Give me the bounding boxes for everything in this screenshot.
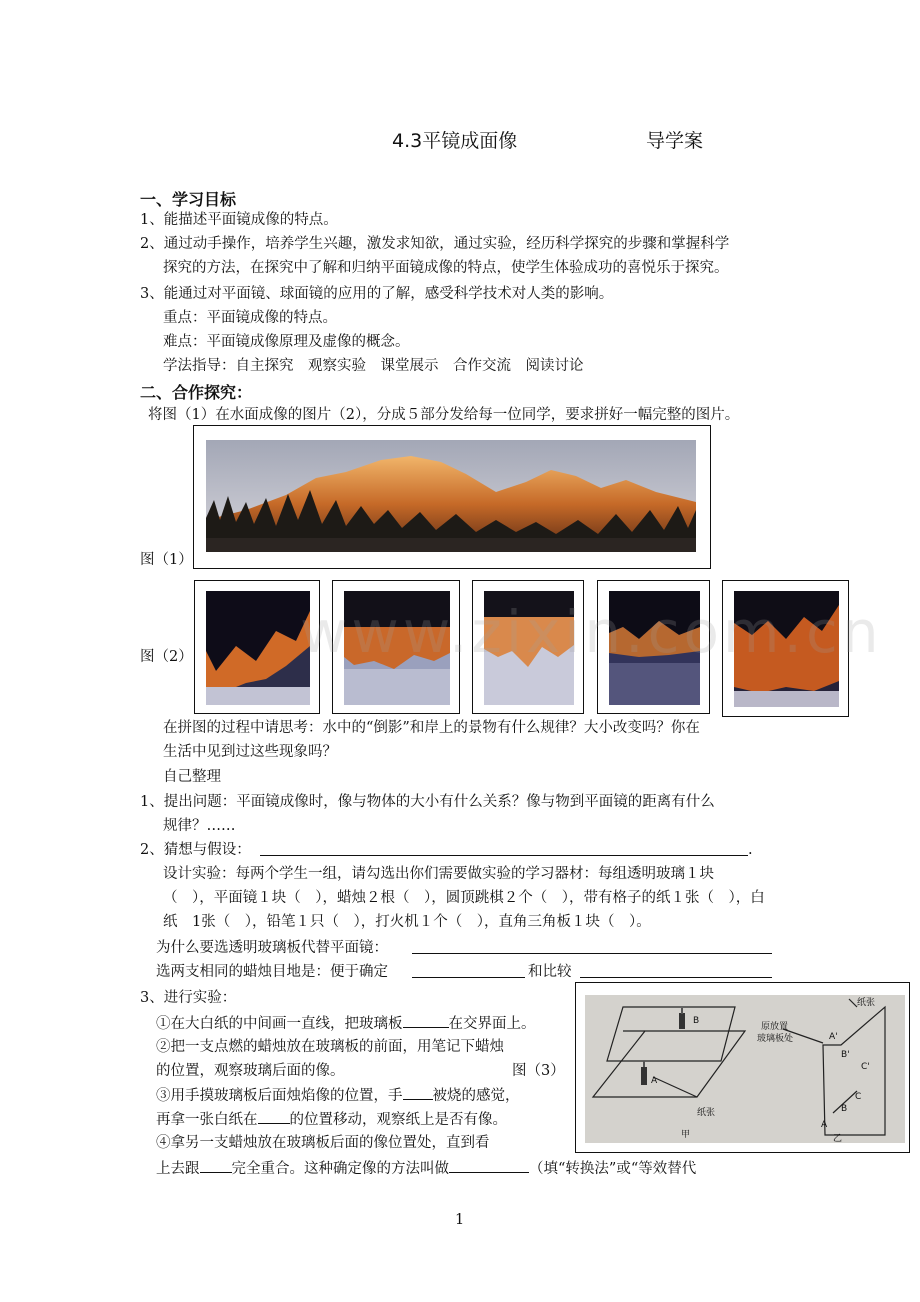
step-4-blank-1[interactable] <box>200 1158 232 1173</box>
step-3 <box>156 1085 520 1106</box>
mirror-experiment-diagram <box>585 995 905 1143</box>
design-line-1: 设计实验：每两个学生一组，请勾选出你们需要做实验的学习器材：每组透明玻璃１块 <box>163 866 714 882</box>
jia-label: 甲 <box>681 1130 691 1140</box>
step-4: ④拿另一支蜡烛放在玻璃板后面的像位置处，直到看 <box>156 1135 490 1151</box>
step-1-text-end: 在交界面上。 <box>448 1016 536 1032</box>
difficulty: 难点：平面镜成像原理及虚像的概念。 <box>163 334 410 350</box>
why-glass-question: 为什么要选透明玻璃板代替平面镜： <box>156 940 388 956</box>
label-a: A <box>651 1076 658 1086</box>
think-line-2: 生活中见到过这些现象吗？ <box>163 744 337 760</box>
step-4-cont <box>156 1158 696 1179</box>
why-glass-blank[interactable] <box>412 938 772 954</box>
step-1-text: ①在大白纸的中间画一直线，把玻璃板 <box>156 1016 403 1032</box>
step-3-blank[interactable] <box>403 1085 433 1100</box>
mountain-photo <box>206 440 696 552</box>
step-3-text-end: 被烧的感觉， <box>432 1088 520 1104</box>
point-c-prime: C' <box>861 1062 870 1072</box>
why-candle-question: 选两支相同的蜡烛目地是：便于确定 <box>156 964 388 980</box>
hypothesis-label: 2、猜想与假设： <box>140 842 251 858</box>
step-2-cont: 的位置，观察玻璃后面的像。 <box>156 1063 345 1079</box>
section1-heading: 一、学习目标 <box>140 190 237 209</box>
figure-3-label: 图（3） <box>512 1063 565 1079</box>
design-line-2: （ ），平面镜１块（ ），蜡烛２根（ ），圆顶跳棋２个（ ），带有格子的纸１张（ ），白 <box>163 890 765 906</box>
step-3-cont <box>156 1109 507 1130</box>
question-1: 1、提出问题：平面镜成像时，像与物体的大小有什么关系？像与物到平面镜的距离有什么 <box>140 794 715 810</box>
step-3-text: ③用手摸玻璃板后面烛焰像的位置，手 <box>156 1088 403 1104</box>
self-summary: 自己整理 <box>163 769 221 785</box>
why-candle-compare: 和比较 <box>528 964 572 980</box>
design-line-3: 纸 1张（ ），铅笔１只（ ），打火机１个（ ），直角三角板１块（ ）。 <box>163 914 651 930</box>
study-method: 学法指导：自主探究 观察实验 课堂展示 合作交流 阅读讨论 <box>163 358 584 374</box>
yi-label: 乙 <box>833 1134 843 1143</box>
point-b-prime: B' <box>841 1050 850 1060</box>
step-1 <box>156 1013 536 1034</box>
page-number: 1 <box>455 1212 465 1228</box>
label-b: B <box>693 1016 700 1026</box>
step-3-cont-text: 再拿一张白纸在 <box>156 1112 258 1128</box>
reflection-photo <box>206 591 310 705</box>
document-subtitle: 导学案 <box>646 130 704 152</box>
point-b: B <box>841 1104 848 1114</box>
section2-intro: 将图（1）在水面成像的图片（2），分成５部分发给每一位同学，要求拼好一幅完整的图片。 <box>148 407 740 423</box>
question-1-cont: 规律？…… <box>163 818 236 834</box>
objective-2: 2、通过动手操作，培养学生兴趣，激发求知欲，通过实验，经历科学探究的步骤和掌握科学 <box>140 236 730 252</box>
objective-1: 1、能描述平面镜成像的特点。 <box>140 212 338 228</box>
key-point: 重点：平面镜成像的特点。 <box>163 310 337 326</box>
watermark: www.zixin.com.cn <box>300 598 883 666</box>
step-4-text-c: （填“转换法”或“等效替代 <box>529 1161 697 1177</box>
think-line-1: 在拼图的过程中请思考：水中的“倒影”和岸上的景物有什么规律？大小改变吗？你在 <box>163 720 700 736</box>
original-position-label-2: 玻璃板处 <box>757 1034 794 1044</box>
compare-blank[interactable] <box>580 962 772 978</box>
hypothesis-blank[interactable] <box>260 840 748 856</box>
document-title: 4.3平镜成面像 <box>392 130 518 152</box>
original-position-label-1: 原放置 <box>761 1022 789 1032</box>
step-2: ②把一支点燃的蜡烛放在玻璃板的前面，用笔记下蜡烛 <box>156 1039 504 1055</box>
position-blank[interactable] <box>412 962 525 978</box>
point-a: A <box>821 1120 828 1130</box>
experiment-heading: 3、进行实验： <box>140 990 237 1006</box>
hypothesis-end: . <box>748 842 753 858</box>
step-4-text-a: 上去跟 <box>156 1161 200 1177</box>
section2-heading: 二、合作探究： <box>140 383 253 402</box>
point-c: C <box>855 1092 862 1102</box>
figure-1-frame <box>193 425 711 569</box>
figure-3-frame <box>575 982 910 1153</box>
objective-2-cont: 探究的方法，在探究中了解和归纳平面镜成像的特点，使学生体验成功的喜悦乐于探究。 <box>163 260 729 276</box>
paper-label-2: 纸张 <box>857 998 876 1008</box>
step-1-blank[interactable] <box>403 1013 449 1028</box>
paper-label: 纸张 <box>697 1108 716 1118</box>
figure-2-label: 图（2） <box>140 649 193 665</box>
objective-3: 3、能通过对平面镜、球面镜的应用的了解，感受科学技术对人类的影响。 <box>140 286 614 302</box>
step-4-text-b: 完全重合。这种确定像的方法叫做 <box>231 1161 449 1177</box>
figure-1-label: 图（1） <box>140 552 193 568</box>
step-3-cont-end: 的位置移动，观察纸上是否有像。 <box>289 1112 507 1128</box>
step-4-blank-2[interactable] <box>449 1158 529 1173</box>
step-3-cont-blank[interactable] <box>258 1109 290 1124</box>
point-a-prime: A' <box>829 1032 838 1042</box>
